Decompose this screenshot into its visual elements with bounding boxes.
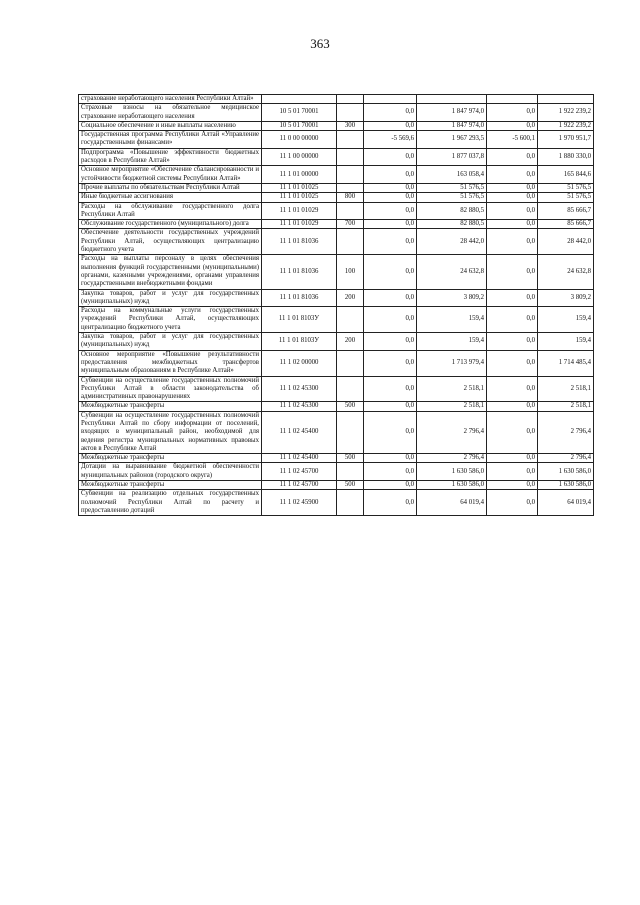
cell-v3: 0,0: [487, 289, 538, 307]
cell-vr: [337, 307, 364, 333]
cell-v1: 0,0: [364, 376, 417, 402]
cell-v2: 51 576,5: [417, 183, 487, 192]
cell-v3: 0,0: [487, 463, 538, 481]
cell-v3: 0,0: [487, 350, 538, 376]
cell-v3: 0,0: [487, 490, 538, 516]
table-row: [79, 183, 594, 192]
cell-code: 11 1 01 81036: [262, 229, 337, 255]
cell-v4: 2 518,1: [538, 402, 594, 411]
cell-vr: [337, 376, 364, 402]
table-row: [79, 333, 594, 351]
cell-code: 11 1 02 45700: [262, 481, 337, 490]
cell-v4: 51 576,5: [538, 183, 594, 192]
cell-name: Иные бюджетные ассигнования: [79, 193, 262, 202]
table-row: [79, 202, 594, 220]
cell-name: Обеспечение деятельности государственных учреждений Республики Алтай, осуществляющих централизацию бюджетного учета: [79, 229, 262, 255]
cell-v2: 1 630 586,0: [417, 463, 487, 481]
cell-code: [262, 95, 337, 104]
cell-code: 11 1 02 45300: [262, 376, 337, 402]
cell-name: Межбюджетные трансферты: [79, 454, 262, 463]
cell-vr: [337, 463, 364, 481]
table-row: [79, 148, 594, 166]
cell-v1: 0,0: [364, 229, 417, 255]
cell-v1: 0,0: [364, 490, 417, 516]
cell-vr: [337, 411, 364, 453]
cell-v2: 82 880,5: [417, 220, 487, 229]
cell-name: Основное мероприятие «Повышение результативности предоставления межбюджетных трансфертов муниципальным образованиям в Республике Алтай»: [79, 350, 262, 376]
cell-v3: 0,0: [487, 307, 538, 333]
cell-v4: 1 630 586,0: [538, 481, 594, 490]
cell-v4: 85 666,7: [538, 220, 594, 229]
cell-code: 11 1 01 01029: [262, 202, 337, 220]
cell-name: Социальное обеспечение и иные выплаты населению: [79, 121, 262, 130]
cell-name: Подпрограмма «Повышение эффективности бюджетных расходов в Республике Алтай»: [79, 148, 262, 166]
cell-v2: 1 847 974,0: [417, 104, 487, 122]
cell-v2: 1 967 293,5: [417, 131, 487, 149]
cell-vr: [337, 131, 364, 149]
cell-name: Государственная программа Республики Алтай «Управление государственными финансами»: [79, 131, 262, 149]
cell-v2: 159,4: [417, 307, 487, 333]
cell-code: 11 0 00 00000: [262, 131, 337, 149]
cell-name: Расходы на выплаты персоналу в целях обеспечения выполнения функций государственными (муниципальными) органами, казенными учреждениями, органами управления государственными внебюджетными фондами: [79, 255, 262, 289]
cell-name: Субвенции на реализацию отдельных государственных полномочий Республики Алтай по расчету и предоставлению дотаций: [79, 490, 262, 516]
cell-vr: [337, 350, 364, 376]
cell-v1: 0,0: [364, 454, 417, 463]
cell-name: Прочие выплаты по обязательствам Республики Алтай: [79, 183, 262, 192]
table-row: [79, 454, 594, 463]
cell-v1: 0,0: [364, 121, 417, 130]
cell-v2: 163 058,4: [417, 166, 487, 184]
cell-v2: 159,4: [417, 333, 487, 351]
table-row: [79, 376, 594, 402]
cell-name: Страховые взносы на обязательное медицинское страхование неработающего населения: [79, 104, 262, 122]
cell-v1: 0,0: [364, 166, 417, 184]
cell-v3: 0,0: [487, 481, 538, 490]
cell-name: Закупка товаров, работ и услуг для государственных (муниципальных) нужд: [79, 289, 262, 307]
cell-v4: 2 518,1: [538, 376, 594, 402]
cell-v2: 2 796,4: [417, 411, 487, 453]
cell-v3: -5 600,1: [487, 131, 538, 149]
cell-v2: 1 713 979,4: [417, 350, 487, 376]
table-row: [79, 95, 594, 104]
table-row: [79, 481, 594, 490]
cell-v1: -5 569,6: [364, 131, 417, 149]
cell-name: Основное мероприятие «Обеспечение сбалансированности и устойчивости бюджетной системы Республики Алтай»: [79, 166, 262, 184]
cell-name: Межбюджетные трансферты: [79, 402, 262, 411]
cell-vr: [337, 148, 364, 166]
budget-table: [78, 94, 594, 516]
cell-code: 10 5 01 70001: [262, 121, 337, 130]
cell-v2: 1 630 586,0: [417, 481, 487, 490]
cell-vr: [337, 490, 364, 516]
cell-v3: 0,0: [487, 255, 538, 289]
cell-vr: 500: [337, 402, 364, 411]
budget-table-body: [79, 95, 594, 516]
cell-code: 11 1 02 45300: [262, 402, 337, 411]
cell-v1: 0,0: [364, 202, 417, 220]
table-row: [79, 166, 594, 184]
page-number: 363: [310, 36, 330, 51]
cell-v3: 0,0: [487, 333, 538, 351]
cell-code: 11 1 02 45400: [262, 454, 337, 463]
cell-v3: 0,0: [487, 166, 538, 184]
cell-vr: 200: [337, 333, 364, 351]
cell-v4: 1 714 485,4: [538, 350, 594, 376]
cell-vr: [337, 229, 364, 255]
cell-v2: 2 796,4: [417, 454, 487, 463]
cell-code: 11 1 01 8103У: [262, 307, 337, 333]
cell-name: Субвенции на осуществление государственных полномочий Республики Алтай в области законодательства об административных правонарушениях: [79, 376, 262, 402]
cell-v4: 3 809,2: [538, 289, 594, 307]
table-row: [79, 255, 594, 289]
table-row: [79, 350, 594, 376]
cell-vr: [337, 202, 364, 220]
cell-code: 11 1 01 8103У: [262, 333, 337, 351]
cell-v4: 1 922 239,2: [538, 121, 594, 130]
cell-name: Обслуживание государственного (муниципального) долга: [79, 220, 262, 229]
cell-v4: 64 019,4: [538, 490, 594, 516]
cell-v1: 0,0: [364, 193, 417, 202]
cell-code: 11 1 01 01029: [262, 220, 337, 229]
table-row: [79, 402, 594, 411]
cell-v4: 159,4: [538, 333, 594, 351]
table-row: [79, 104, 594, 122]
cell-v2: 64 019,4: [417, 490, 487, 516]
cell-code: 11 1 01 81036: [262, 289, 337, 307]
cell-v1: 0,0: [364, 220, 417, 229]
cell-code: 11 1 01 01025: [262, 193, 337, 202]
cell-code: 11 1 01 01025: [262, 183, 337, 192]
cell-v1: 0,0: [364, 289, 417, 307]
cell-v3: 0,0: [487, 411, 538, 453]
cell-v1: [364, 95, 417, 104]
cell-v1: 0,0: [364, 481, 417, 490]
cell-v2: 24 632,8: [417, 255, 487, 289]
cell-code: 10 5 01 70001: [262, 104, 337, 122]
cell-v4: 24 632,8: [538, 255, 594, 289]
cell-v2: 51 576,5: [417, 193, 487, 202]
cell-code: 11 1 01 81036: [262, 255, 337, 289]
cell-code: 11 1 01 00000: [262, 166, 337, 184]
cell-v1: 0,0: [364, 307, 417, 333]
cell-v1: 0,0: [364, 255, 417, 289]
cell-vr: [337, 183, 364, 192]
cell-v4: 1 970 951,7: [538, 131, 594, 149]
cell-code: 11 1 02 45900: [262, 490, 337, 516]
cell-vr: 300: [337, 121, 364, 130]
table-row: [79, 229, 594, 255]
cell-name: Дотации на выравнивание бюджетной обеспеченности муниципальных районов (городского округа): [79, 463, 262, 481]
cell-v3: 0,0: [487, 229, 538, 255]
table-row: [79, 490, 594, 516]
table-row: [79, 307, 594, 333]
table-row: [79, 220, 594, 229]
cell-v4: 159,4: [538, 307, 594, 333]
table-row: [79, 411, 594, 453]
cell-vr: [337, 104, 364, 122]
cell-name: Межбюджетные трансферты: [79, 481, 262, 490]
cell-v1: 0,0: [364, 183, 417, 192]
cell-v2: 1 847 974,0: [417, 121, 487, 130]
cell-v4: 2 796,4: [538, 411, 594, 453]
cell-code: 11 1 02 45400: [262, 411, 337, 453]
cell-v1: 0,0: [364, 104, 417, 122]
cell-v1: 0,0: [364, 411, 417, 453]
cell-v3: 0,0: [487, 402, 538, 411]
cell-v2: [417, 95, 487, 104]
cell-v3: 0,0: [487, 220, 538, 229]
table-row: [79, 463, 594, 481]
cell-v1: 0,0: [364, 350, 417, 376]
cell-v4: 165 844,6: [538, 166, 594, 184]
cell-name: Расходы на обслуживание государственного долга Республики Алтай: [79, 202, 262, 220]
cell-v3: 0,0: [487, 121, 538, 130]
cell-v2: 82 880,5: [417, 202, 487, 220]
cell-vr: 500: [337, 481, 364, 490]
cell-v3: [487, 95, 538, 104]
cell-v4: 1 922 239,2: [538, 104, 594, 122]
cell-name: Закупка товаров, работ и услуг для государственных (муниципальных) нужд: [79, 333, 262, 351]
cell-v4: 51 576,5: [538, 193, 594, 202]
cell-vr: 200: [337, 289, 364, 307]
table-row: [79, 289, 594, 307]
cell-v4: 2 796,4: [538, 454, 594, 463]
table-row: [79, 193, 594, 202]
table-row: [79, 131, 594, 149]
cell-v1: 0,0: [364, 402, 417, 411]
cell-v4: 85 666,7: [538, 202, 594, 220]
cell-v4: 1 880 330,0: [538, 148, 594, 166]
cell-vr: 800: [337, 193, 364, 202]
cell-v3: 0,0: [487, 202, 538, 220]
cell-v2: 1 877 037,8: [417, 148, 487, 166]
cell-code: 11 1 02 45700: [262, 463, 337, 481]
cell-name: страхование неработающего населения Республики Алтай»: [79, 95, 262, 104]
cell-v4: 1 630 586,0: [538, 463, 594, 481]
cell-v3: 0,0: [487, 454, 538, 463]
cell-v3: 0,0: [487, 376, 538, 402]
cell-v3: 0,0: [487, 104, 538, 122]
cell-v2: 2 518,1: [417, 376, 487, 402]
cell-v4: 28 442,0: [538, 229, 594, 255]
cell-code: 11 1 00 00000: [262, 148, 337, 166]
cell-v3: 0,0: [487, 193, 538, 202]
cell-v1: 0,0: [364, 148, 417, 166]
cell-v2: 2 518,1: [417, 402, 487, 411]
cell-vr: 700: [337, 220, 364, 229]
cell-vr: [337, 95, 364, 104]
cell-code: 11 1 02 00000: [262, 350, 337, 376]
cell-v3: 0,0: [487, 183, 538, 192]
cell-name: Расходы на коммунальные услуги государственных учреждений Республики Алтай, осуществляющих централизацию бюджетного учета: [79, 307, 262, 333]
cell-name: Субвенции на осуществление государственных полномочий Республики Алтай по сбору информации от поселений, входящих в муниципальный район, необходимой для ведения регистра муниципальных нормативных правовых актов в Республике Алтай: [79, 411, 262, 453]
cell-v1: 0,0: [364, 333, 417, 351]
cell-v2: 3 809,2: [417, 289, 487, 307]
cell-vr: [337, 166, 364, 184]
cell-vr: 500: [337, 454, 364, 463]
cell-vr: 100: [337, 255, 364, 289]
cell-v1: 0,0: [364, 463, 417, 481]
cell-v4: [538, 95, 594, 104]
table-row: [79, 121, 594, 130]
cell-v3: 0,0: [487, 148, 538, 166]
cell-v2: 28 442,0: [417, 229, 487, 255]
